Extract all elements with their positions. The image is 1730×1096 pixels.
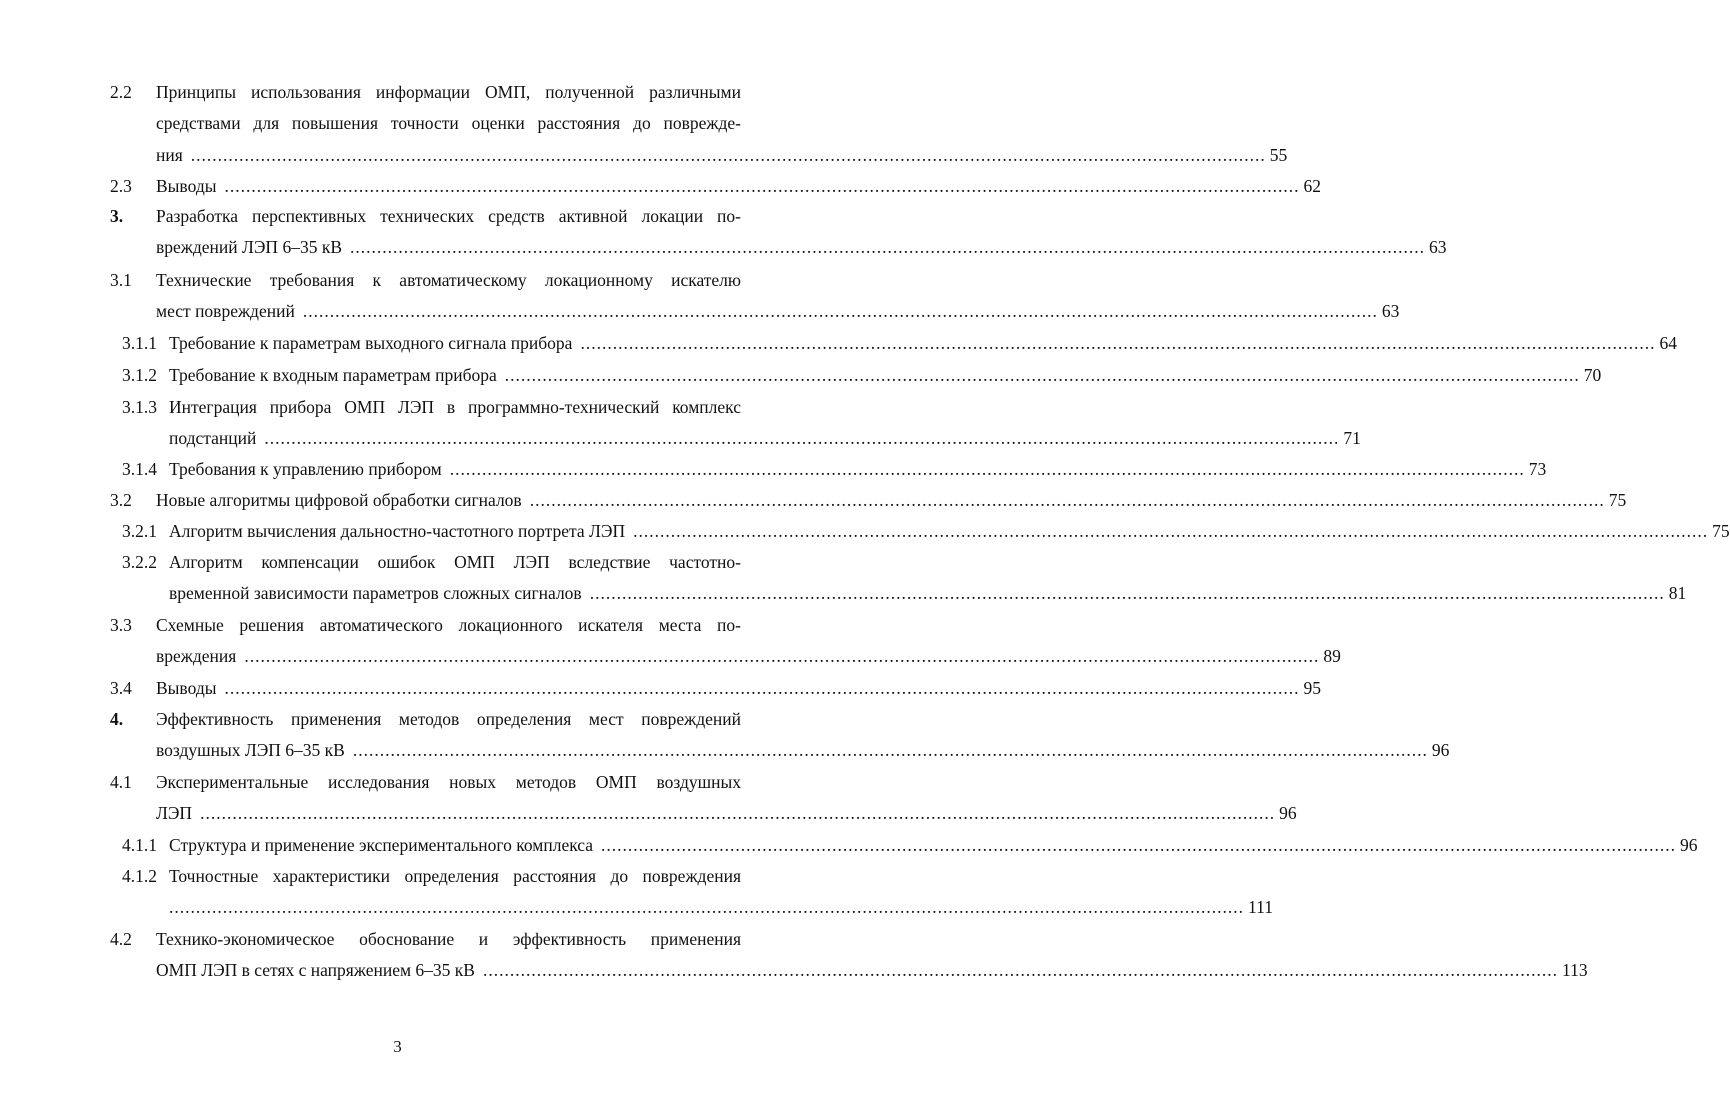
toc-entry-page: 111	[1248, 897, 1273, 918]
toc-entry-title-line: Схемные решения автоматического локационного искателя места по-	[156, 615, 741, 635]
toc-entry-leader-line[interactable]	[169, 521, 1730, 541]
toc-entry-title-line: Алгоритм компенсации ошибок ОМП ЛЭП вследствие частотно-	[169, 552, 741, 572]
toc-entry-page: 96	[1279, 803, 1297, 824]
toc-entry-leader-line[interactable]	[169, 583, 1687, 604]
toc-entry-page: 113	[1561, 960, 1588, 981]
toc-entry-title-line: Принципы использования информации ОМП, полученной различными	[156, 82, 741, 102]
toc-entry-number: 3.1	[110, 270, 132, 290]
toc-entry-number: 3.3	[110, 615, 132, 635]
toc-entry-leader-line[interactable]	[156, 144, 1288, 165]
toc-entry-page: 95	[1303, 678, 1321, 698]
toc-entry-leader-line[interactable]	[169, 333, 1677, 353]
toc-entry-title: вреждений ЛЭП 6–35 кВ	[156, 237, 342, 258]
toc-entry-page: 89	[1323, 646, 1341, 667]
dot-leader: ........................................................................................................................................................................................................	[302, 301, 1378, 322]
toc-entry-title: Алгоритм вычисления дальностно-частотного портрета ЛЭП	[169, 521, 626, 541]
toc-entry-title-line: Технические требования к автоматическому локационному искателю	[156, 270, 741, 290]
toc-entry-number: 3.2.2	[122, 552, 157, 572]
toc-entry-title: временной зависимости параметров сложных сигналов	[169, 583, 582, 604]
toc-entry-number: 4.1	[110, 772, 132, 792]
toc-entry-title-line: Экспериментальные исследования новых методов ОМП воздушных	[156, 772, 741, 792]
toc-entry-title: подстанций	[169, 428, 257, 449]
toc-entry-title: ОМП ЛЭП в сетях с напряжением 6–35 кВ	[156, 960, 475, 981]
toc-entry-leader-line[interactable]	[156, 803, 1297, 824]
toc-entry-page: 96	[1431, 740, 1450, 761]
dot-leader: ........................................................................................................................................................................................................	[244, 646, 1320, 667]
toc-entry-title: мест повреждений	[156, 301, 295, 322]
toc-entry-page: 55	[1269, 144, 1288, 165]
toc-entry-page: 62	[1303, 176, 1321, 196]
toc-entry-number: 4.1.1	[122, 835, 157, 855]
dot-leader: ........................................................................................................................................................................................................	[169, 897, 1244, 918]
toc-entry-number: 4.	[110, 709, 124, 729]
toc-entry-title: Новые алгоритмы цифровой обработки сигналов	[156, 490, 522, 510]
toc-entry-title: Выводы	[156, 176, 217, 196]
toc-entry-title: Требования к управлению прибором	[169, 459, 442, 479]
toc-entry-title: ния	[156, 144, 183, 165]
toc-entry-leader-line[interactable]	[156, 176, 1321, 196]
dot-leader: ........................................................................................................................................................................................................	[352, 740, 1428, 761]
toc-entry-title-line: Интеграция прибора ОМП ЛЭП в программно-технический комплекс	[169, 397, 741, 417]
toc-entry-title-line: Эффективность применения методов определения мест повреждений	[156, 709, 741, 729]
toc-entry-page: 73	[1528, 459, 1547, 479]
dot-leader: ........................................................................................................................................................................................................	[529, 490, 1605, 510]
toc-entry-page: 64	[1659, 333, 1677, 353]
toc-entry-leader-line[interactable]	[156, 301, 1400, 322]
toc-entry-page: 71	[1343, 428, 1361, 449]
toc-entry-number: 2.3	[110, 176, 132, 196]
toc-entry-leader-line[interactable]	[156, 490, 1627, 510]
toc-entry-number: 3.1.4	[122, 459, 157, 479]
toc-entry-number: 3.2.1	[122, 521, 157, 541]
dot-leader: ........................................................................................................................................................................................................	[580, 333, 1656, 353]
toc-entry-title: Требование к параметрам выходного сигнала прибора	[169, 333, 573, 353]
dot-leader: ........................................................................................................................................................................................................	[482, 960, 1558, 981]
dot-leader: ........................................................................................................................................................................................................	[504, 365, 1580, 385]
toc-entry-title: Требование к входным параметрам прибора	[169, 365, 497, 385]
toc-entry-title: Структура и применение экспериментального комплекса	[169, 835, 594, 855]
dot-leader: ........................................................................................................................................................................................................	[224, 176, 1300, 196]
toc-entry-number: 2.2	[110, 82, 132, 102]
toc-entry-page: 70	[1583, 365, 1602, 385]
toc-entry-page: 75	[1712, 521, 1730, 541]
toc-entry-title: ЛЭП	[156, 803, 193, 824]
toc-entry-leader-line[interactable]	[156, 237, 1447, 258]
toc-entry-title-line: Технико-экономическое обоснование и эффективность применения	[156, 929, 741, 949]
toc-entry-leader-line[interactable]	[156, 678, 1321, 698]
toc-entry-leader-line[interactable]	[156, 960, 1588, 981]
toc-entry-number: 3.2	[110, 490, 132, 510]
toc-entry-leader-line[interactable]	[156, 646, 1341, 667]
toc-entry-title-line: Точностные характеристики определения расстояния до повреждения	[169, 866, 741, 886]
toc-entry-number: 3.1.3	[122, 397, 157, 417]
toc-entry-number: 3.	[110, 206, 124, 226]
toc-entry-number: 4.2	[110, 929, 132, 949]
toc-entry-page: 75	[1608, 490, 1627, 510]
toc-entry-leader-line[interactable]	[169, 428, 1361, 449]
dot-leader: ........................................................................................................................................................................................................	[449, 459, 1525, 479]
toc-entry-number: 3.1.2	[122, 365, 157, 385]
toc-entry-page: 96	[1680, 835, 1698, 855]
toc-entry-leader-line[interactable]	[156, 740, 1450, 761]
dot-leader: ........................................................................................................................................................................................................	[589, 583, 1665, 604]
dot-leader: ........................................................................................................................................................................................................	[633, 521, 1709, 541]
toc-entry-page: 63	[1429, 237, 1447, 258]
toc-entry-title: вреждения	[156, 646, 237, 667]
dot-leader: ........................................................................................................................................................................................................	[264, 428, 1340, 449]
toc-entry-number: 3.1.1	[122, 333, 157, 353]
toc-entry-title-line: Разработка перспективных технических средств активной локации по-	[156, 206, 741, 226]
toc-entry-leader-line[interactable]	[169, 897, 1273, 918]
page-number: 3	[393, 1037, 402, 1056]
toc-entry-page: 63	[1381, 301, 1400, 322]
toc-entry-number: 4.1.2	[122, 866, 157, 886]
dot-leader: ........................................................................................................................................................................................................	[601, 835, 1677, 855]
toc-entry-title: воздушных ЛЭП 6–35 кВ	[156, 740, 345, 761]
toc-entry-page: 81	[1668, 583, 1687, 604]
toc-entry-leader-line[interactable]	[169, 835, 1698, 855]
toc-entry-leader-line[interactable]	[169, 459, 1547, 479]
dot-leader: ........................................................................................................................................................................................................	[200, 803, 1276, 824]
toc-entry-number: 3.4	[110, 678, 132, 698]
dot-leader: ........................................................................................................................................................................................................	[350, 237, 1425, 258]
dot-leader: ........................................................................................................................................................................................................	[190, 144, 1266, 165]
dot-leader: ........................................................................................................................................................................................................	[224, 678, 1300, 698]
toc-entry-title-line: средствами для повышения точности оценки расстояния до поврежде-	[156, 113, 741, 134]
toc-entry-title: Выводы	[156, 678, 217, 698]
toc-entry-leader-line[interactable]	[169, 365, 1602, 385]
